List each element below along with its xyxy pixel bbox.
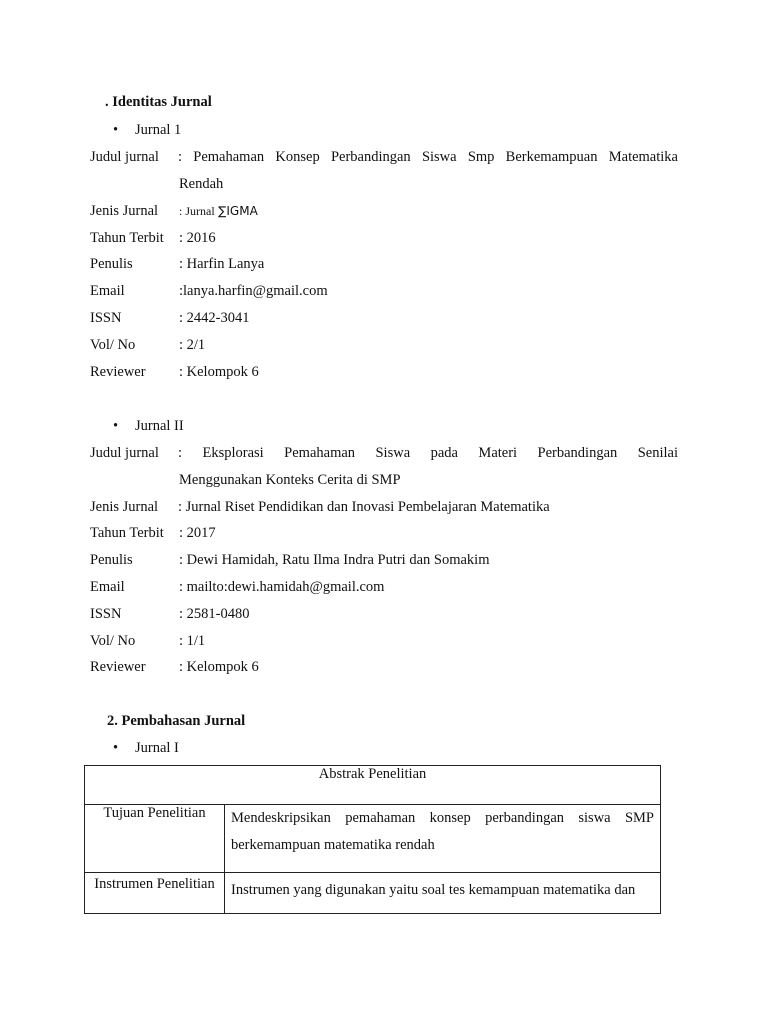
jenis-value: : Jurnal Riset Pendidikan dan Inovasi Pembelajaran Matematika — [178, 499, 550, 515]
issn-label: ISSN — [90, 310, 122, 326]
email-value: :lanya.harfin@gmail.com — [179, 283, 328, 299]
tujuan-label-cell: Tujuan Penelitian — [85, 805, 225, 873]
reviewer-label: Reviewer — [90, 364, 146, 380]
judul-value-line2: Menggunakan Konteks Cerita di SMP — [179, 472, 401, 488]
issn-value: : 2581-0480 — [179, 606, 250, 622]
instrumen-label-cell: Instrumen Penelitian — [85, 873, 225, 914]
section2-bullet-label: Jurnal I — [135, 740, 179, 756]
bullet-dot-icon: • — [113, 122, 119, 138]
email-label: Email — [90, 283, 125, 299]
journal1-judul-row — [90, 149, 678, 193]
vol-label: Vol/ No — [90, 337, 136, 353]
penulis-value: : Dewi Hamidah, Ratu Ilma Indra Putri dan Somakim — [179, 552, 490, 568]
jenis-value — [179, 203, 258, 220]
reviewer-value: : Kelompok 6 — [179, 659, 259, 675]
tahun-label: Tahun Terbit — [90, 525, 164, 541]
table-header-row — [85, 766, 661, 805]
jenis-label: Jenis Jurnal — [90, 499, 159, 515]
jenis-sigma-value: ∑IGMA — [218, 204, 258, 218]
reviewer-value: : Kelompok 6 — [179, 364, 259, 380]
instrumen-value-line1: Instrumen yang digunakan yaitu soal tes kemampuan matematika dan — [231, 882, 636, 898]
tujuan-value-line2: berkemampuan matematika rendah — [231, 837, 435, 853]
abstrak-table — [84, 765, 661, 914]
bullet-dot-icon: • — [113, 740, 119, 756]
judul-value-line2: Rendah — [179, 176, 224, 192]
vol-value: : 1/1 — [179, 633, 206, 649]
journal2-judul-row — [90, 445, 678, 489]
jenis-label: Jenis Jurnal — [90, 203, 159, 219]
penulis-value: : Harfin Lanya — [179, 256, 265, 272]
email-value: : mailto:dewi.hamidah@gmail.com — [179, 579, 385, 595]
journal1-bullet-label: Jurnal 1 — [135, 122, 182, 138]
judul-value-line1: : Pemahaman Konsep Perbandingan Siswa Smp Berkemampuan Matematika — [178, 149, 678, 165]
email-label: Email — [90, 579, 125, 595]
judul-value-line1: : Eksplorasi Pemahaman Siswa pada Materi Perbandingan Senilai — [178, 445, 678, 461]
penulis-label: Penulis — [90, 256, 133, 272]
table-header-cell: Abstrak Penelitian — [85, 766, 661, 805]
tahun-value: : 2016 — [179, 230, 216, 246]
section-identitas-heading: . Identitas Jurnal — [105, 94, 212, 110]
tahun-value: : 2017 — [179, 525, 216, 541]
vol-value: : 2/1 — [179, 337, 206, 353]
journal2-bullet-label: Jurnal II — [135, 418, 184, 434]
judul-label: Judul jurnal — [90, 445, 159, 461]
table-row — [85, 805, 661, 873]
issn-label: ISSN — [90, 606, 122, 622]
reviewer-label: Reviewer — [90, 659, 146, 675]
tahun-label: Tahun Terbit — [90, 230, 164, 246]
bullet-dot-icon: • — [113, 418, 119, 434]
instrumen-value-cell — [225, 873, 661, 914]
jenis-prefix: : Jurnal — [179, 204, 215, 218]
issn-value: : 2442-3041 — [179, 310, 250, 326]
penulis-label: Penulis — [90, 552, 133, 568]
tujuan-value-line1: Mendeskripsikan pemahaman konsep perbandingan siswa SMP — [231, 810, 654, 826]
table-row — [85, 873, 661, 914]
tujuan-value-cell — [225, 805, 661, 873]
section-pembahasan-heading: 2. Pembahasan Jurnal — [107, 713, 246, 729]
vol-label: Vol/ No — [90, 633, 136, 649]
judul-label: Judul jurnal — [90, 149, 159, 165]
